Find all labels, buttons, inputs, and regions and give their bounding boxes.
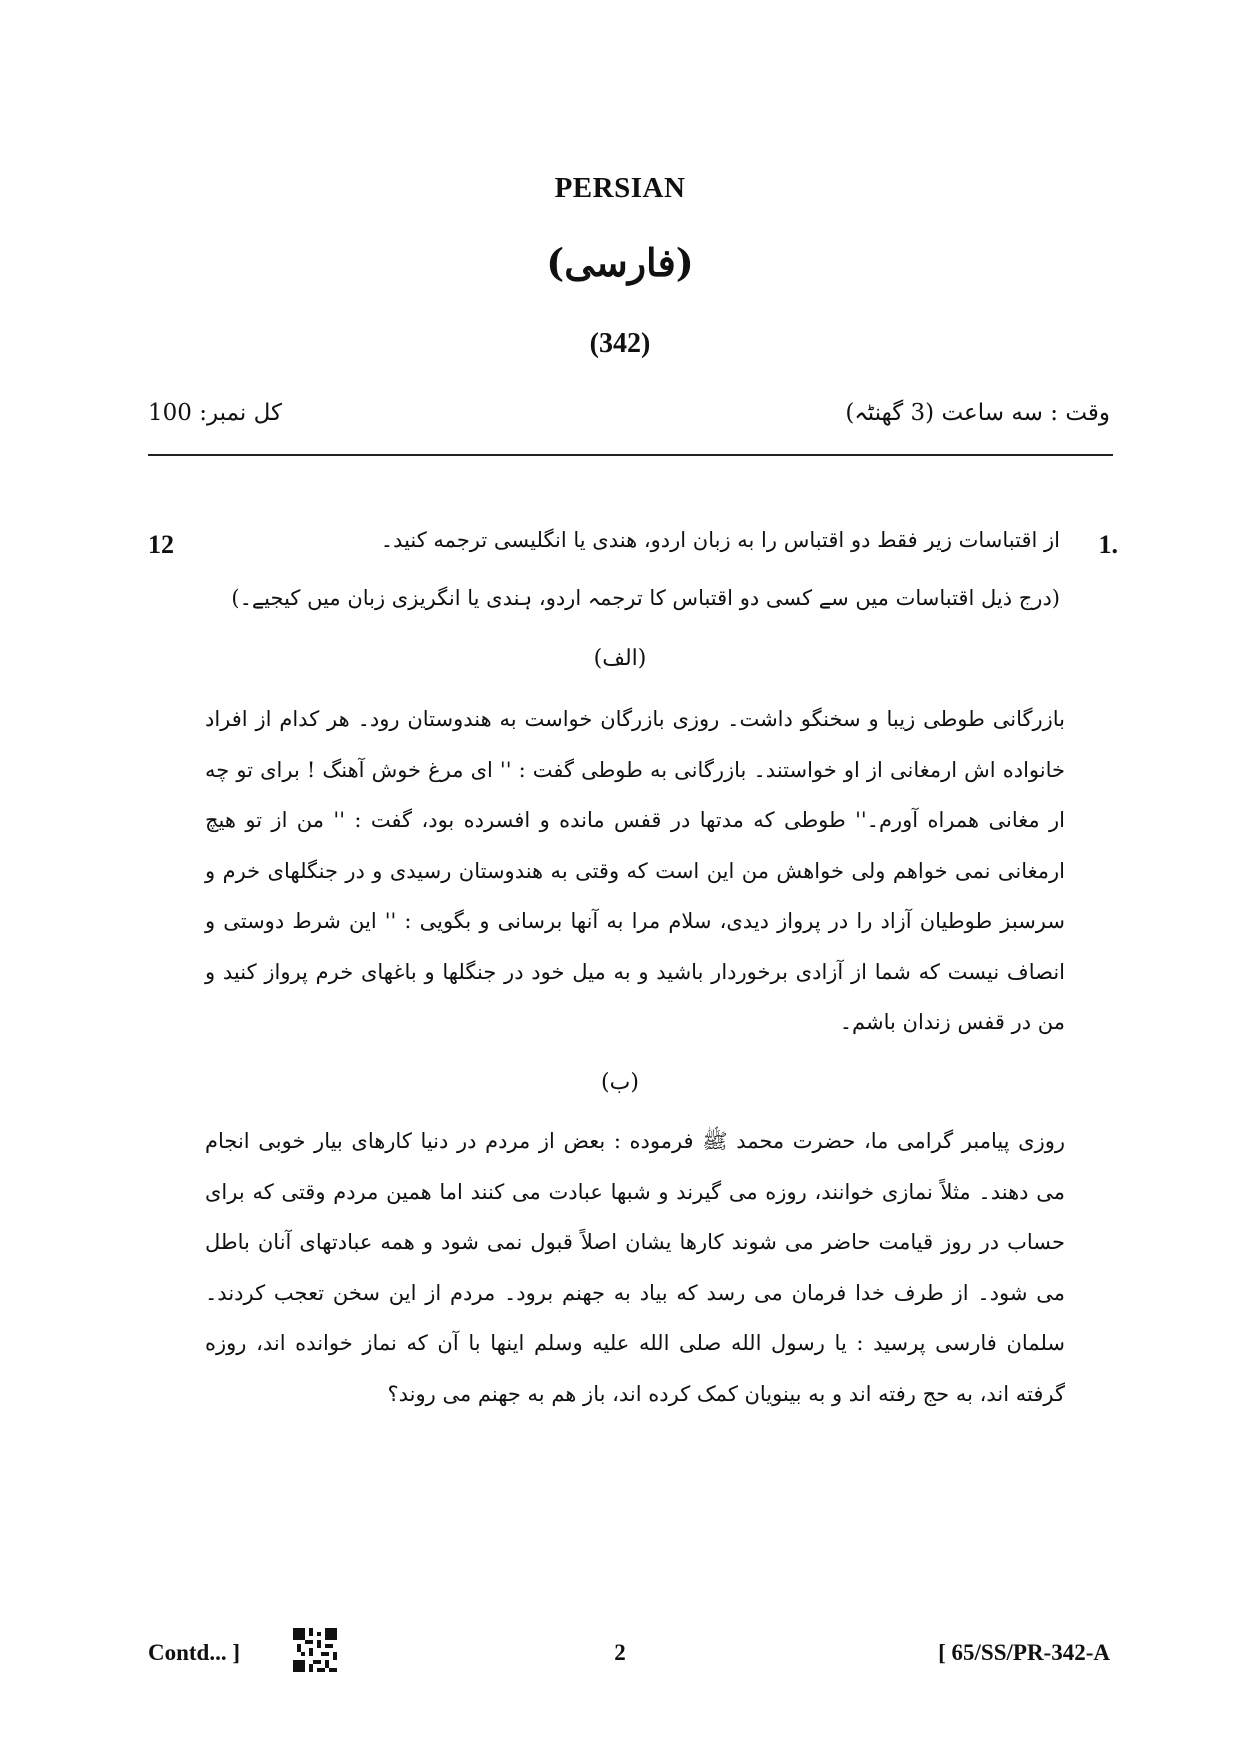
header-divider (148, 454, 1113, 456)
question-marks: 12 (148, 530, 174, 559)
subject-code: (342) (589, 328, 651, 359)
paper-code: [ 65/SS/PR-342-A (938, 1640, 1110, 1665)
instruction-urdu: (درج ذیل اقتباسات میں سے کسی دو اقتباس کا ترجمہ اردو، ہندی یا انگریزی زبان میں کیجیے۔) (231, 586, 1060, 610)
subject-title: PERSIAN (554, 172, 686, 204)
passage-label-alef: (الف) (593, 646, 647, 671)
page-number: 2 (614, 1640, 626, 1665)
question-number: 1. (1098, 530, 1118, 559)
time-allowed: وقت : سه ساعت (3 گھنٹہ) (845, 400, 1110, 426)
instruction-persian: از اقتباسات زیر فقط دو اقتباس را به زبان اردو، هندی یا انگلیسی ترجمه کنید۔ (380, 528, 1060, 552)
passage-alef: بازرگانی طوطی زیبا و سخنگو داشت۔ روزی بازرگان خواست به هندوستان رود۔ هر کدام از افراد خانواده اش ارمغانی از او خواستند۔ بازرگانی به طوطی گفت : '' ای مرغ خوش آهنگ ! برای تو چه ار مغانی همراه آورم۔'' طوطی که مدتها در قفس مانده و افسرده بود، گفت : '' من از تو هیچ ارمغانی نمی خواهم ولی خواهش من این است که وقتی به هندوستان رسیدی و در جنگلهای خرم و سرسبز طوطیان آزاد را در پرواز دیدی، سلام مرا به آنها برسانی و بگویی : '' این شرط دوستی و انصاف نیست که شما از آزادی برخوردار باشید و به میل خود در جنگلها و باغهای خرم پرواز کنید و من در قفس زندان باشم۔ (205, 707, 1065, 1034)
continued-marker: Contd... ] (148, 1640, 241, 1665)
total-marks: کل نمبر: 100 (148, 400, 282, 426)
subject-title-native: (فارسی) (546, 240, 694, 285)
passage-be: روزی پیامبر گرامی ما، حضرت محمد ﷺ فرموده : بعض از مردم در دنیا کارهای بیار خوبی انجام می دهند۔ مثلاً نمازی خوانند، روزه می گیرند و شبها عبادت می کنند اما همین مردم وقتی که برای حساب در روز قیامت حاضر می شوند کارها یشان اصلاً قبول نمی شود و همه عبادتهای آنان باطل می شود۔ از طرف خدا فرمان می رسد که بیاد به جهنم برود۔ مردم از این سخن تعجب کردند۔ سلمان فارسی پرسید : یا رسول الله صلی الله علیه وسلم اینها با آن که نماز خوانده اند، روزه گرفته اند، به حج رفته اند و به بینویان کمک کرده اند، باز هم به جهنم می روند؟ (205, 1129, 1065, 1406)
passage-label-be: (ب) (601, 1070, 639, 1095)
